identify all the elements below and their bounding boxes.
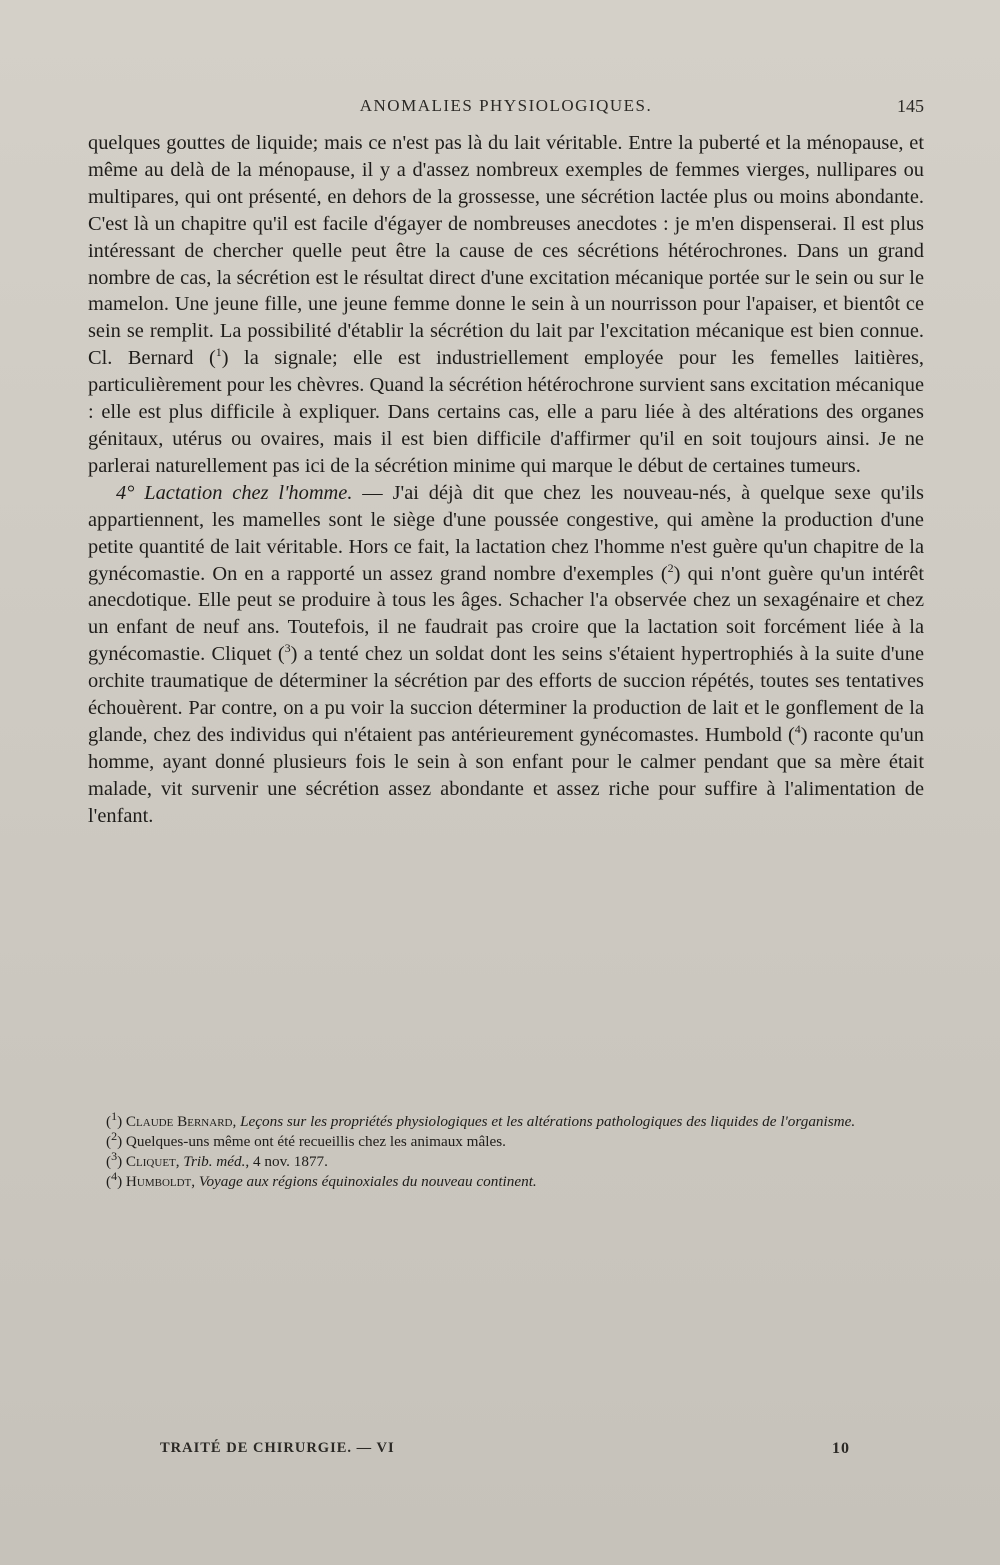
paragraph-2	[88, 480, 924, 830]
footnote-3-rest: , 4 nov. 1877.	[245, 1153, 328, 1170]
paragraph-2-text-d: ) raconte qu'un homme, ayant donné plusieurs fois le sein à son enfant pour le calmer pendant que sa mère était malade, vit survenir une sécrétion assez abondante et assez riche pour suffire à l'alimentation de l'enfant.	[88, 723, 924, 827]
page-number: 145	[897, 96, 924, 116]
paragraph-2-text-b: ) qui n'ont guère qu'un intérêt anecdotique. Elle peut se produire à tous les âges. Schacher l'a observée chez un sexagénaire et chez un enfant de neuf ans. Toutefois, il ne faudrait pas croire que la lactation soit forcément liée à la gynécomastie. Cliquet (	[88, 562, 924, 666]
paragraph-1-text: quelques gouttes de liquide; mais ce n'est pas là du lait véritable. Entre la puberté et la ménopause, et même au delà de la ménopause, il y a d'assez nombreux exemples de femmes vierges, nullipares ou multipares, qui ont présenté, en dehors de la grossesse, une sécrétion lactée plus ou moins abondante. C'est là un chapitre qu'il est facile d'égayer de nombreuses anecdotes : je m'en dispenserai. Il est plus intéressant de chercher quelle peut être la cause de ces sécrétions hétérochrones. Dans un grand nombre de cas, la sécrétion est le résultat direct d'une excitation mécanique portée sur le sein ou sur le mamelon. Une jeune fille, une jeune femme donne le sein à un nourrisson pour l'apaiser, et bientôt ce sein se remplit. La possibilité d'établir la sécrétion du lait par l'excitation mécanique est bien connue. Cl. Bernard (	[88, 132, 924, 370]
footnote-3-author: Cliquet	[125, 1153, 176, 1170]
signature-mark: 10	[832, 1440, 850, 1457]
footnote-4-author: Humboldt	[125, 1173, 192, 1190]
footnote-4: ($^4$) Humboldt, Voyage aux régions équinoxiales du nouveau continent.	[106, 1168, 537, 1190]
page-footer	[160, 1440, 850, 1464]
main-text	[88, 130, 924, 830]
footnote-2-text: Quelques-uns même ont été recueillis chez les animaux mâles.	[125, 1133, 506, 1150]
footnote-1: ($^1$) Claude Bernard, Leçons sur les propriétés physiologiques et les altérations pathologiques des liquides de l'organisme.	[106, 1108, 856, 1130]
paragraph-2-text-c: ) a tenté chez un soldat dont les seins s'étaient hypertrophiés à la suite d'une orchite traumatique de déterminer la sécrétion par des efforts de succion répétés, toutes ses tentatives échouèrent. Par contre, on a pu voir la succion déterminer la production de lait et le gonflement de la glande, chez des individus qui n'étaient pas antérieurement gynécomastes. Humbold (	[88, 643, 924, 746]
footnote-ref-2: 2	[667, 560, 674, 575]
footnote-1-author: Claude Bernard	[125, 1113, 233, 1130]
footer-book-title: TRAITÉ DE CHIRURGIE. — VI	[160, 1440, 395, 1456]
footnote-ref-4: 4	[794, 722, 801, 737]
footnote-4-mark: 4	[111, 1168, 118, 1183]
page-header	[88, 96, 924, 124]
footnote-ref-1: 1	[215, 345, 222, 360]
footnotes	[88, 1108, 924, 1192]
paragraph-1-text-continued: ) la signale; elle est industriellement employée pour les femelles laitières, particulièrement pour les chèvres. Quand la sécrétion hétérochrone survient sans excitation mécanique : elle est plus difficile à expliquer. Dans certains cas, elle a paru liée à des altérations des organes génitaux, utérus ou ovaires, mais il est bien difficile d'affirmer qu'il en soit toujours ainsi. Je ne parlerai naturellement pas ici de la sécrétion minime qui marque le début de certaines tumeurs.	[88, 347, 924, 477]
footnote-1-title: Leçons sur les propriétés physiologiques et les altérations pathologiques des liquides de l'organisme.	[240, 1113, 856, 1130]
footnote-3-title: Trib. méd.	[183, 1153, 246, 1170]
footnote-4-title: Voyage aux régions équinoxiales du nouveau continent.	[198, 1173, 537, 1190]
footnote-1-mark: 1	[111, 1108, 118, 1123]
paragraph-2-text-a: — J'ai déjà dit que chez les nouveau-nés, à quelque sexe qu'ils appartiennent, les mamelles sont le siège d'une poussée congestive, qui amène la production d'une petite quantité de lait véritable. Hors ce fait, la lactation chez l'homme n'est guère qu'un chapitre de la gynécomastie. On en a rapporté un assez grand nombre d'exemples (	[88, 481, 924, 585]
footnote-3: ($^3$) Cliquet, Trib. méd., 4 nov. 1877.	[106, 1148, 328, 1170]
running-title: ANOMALIES PHYSIOLOGIQUES.	[359, 96, 653, 115]
paragraph-1	[88, 130, 924, 480]
footnote-3-mark: 3	[111, 1148, 118, 1163]
section-heading: 4° Lactation chez l'homme.	[116, 481, 353, 504]
footnote-ref-3: 3	[284, 641, 291, 656]
footnote-2-mark: 2	[111, 1128, 118, 1143]
footnote-2: ($^2$) Quelques-uns même ont été recueillis chez les animaux mâles.	[106, 1128, 506, 1150]
